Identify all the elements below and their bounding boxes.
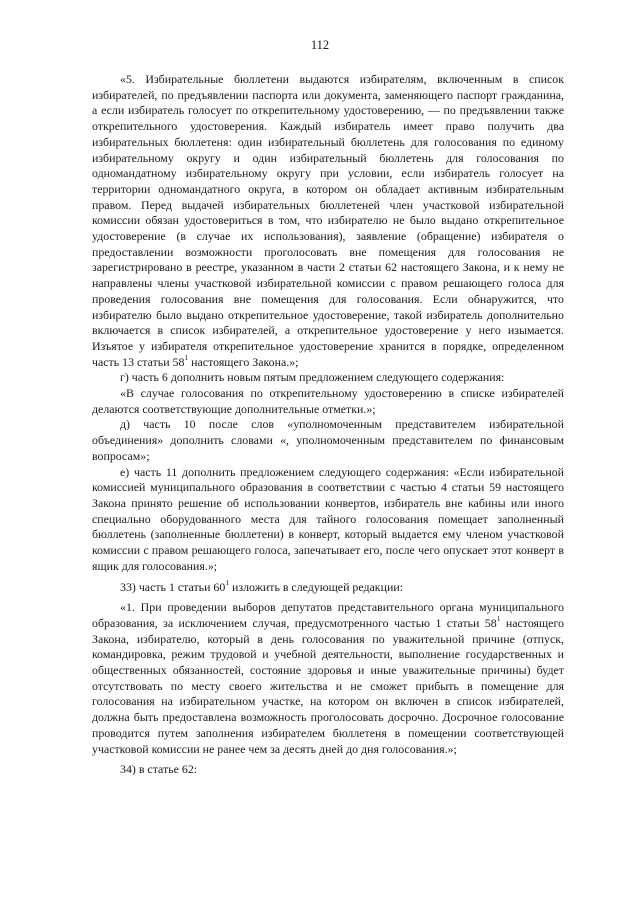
paragraph-text: «1. При проведении выборов депутатов представительного органа муниципального образования, за исключением случая, предусмотренного частью 1 статьи 58 bbox=[92, 600, 564, 630]
paragraph-text: 34) в статье 62: bbox=[120, 762, 198, 777]
document-body bbox=[92, 72, 564, 778]
paragraph-article-5 bbox=[92, 72, 564, 370]
paragraph-item-g-text bbox=[92, 386, 564, 417]
superscript-index: 1 bbox=[225, 577, 230, 587]
paragraph-text: е) часть 11 дополнить предложением следующего содержания: «Если избирательной комиссией муниципального образования в соответствии с частью 4 статьи 59 настоящего Закона принято решение об использовании конвертов, избиратель вне кабины или иного специально оборудованного места для тайного голосования помещает заполненный бюллетень (заполненные бюллетени) в конверт, который выдается ему членом участковой комиссии с правом решающего голоса, запечатывает его, после чего опускает этот конверт в ящик для голосования.»; bbox=[92, 464, 564, 573]
paragraph-item-e bbox=[92, 465, 564, 575]
paragraph-text: г) часть 6 дополнить новым пятым предложением следующего содержания: bbox=[120, 370, 505, 385]
paragraph-text: д) часть 10 после слов «уполномоченным представителем избирательной объединения» дополнить словами «, уполномоченным представителем по финансовым вопросам»; bbox=[92, 417, 564, 463]
paragraph-text: «5. Избирательные бюллетени выдаются избирателям, включенным в список избирателей, по предъявлении паспорта или документа, заменяющего паспорт гражданина, а если избиратель голосует по открепительному удостоверению, — по предъявлении также открепительного удостоверения. Каждый избиратель имеет право получить два избирательных бюллетеня: один избирательный бюллетень для голосования по единому избирательному округу и один избирательный бюллетень для голосования по одномандатному избирательному округу при условии, если избиратель голосует на территории одномандатного округа, в котором он обладает активным избирательным правом. Перед выдачей избирательных бюллетеней член участковой избирательной комиссии обязан удостовериться в том, что избирателю не было выдано открепительное удостоверение (в случае их использования), заявление (обращение) избирателя о предоставлении возможности проголосовать вне помещения для голосования не зарегистрировано в реестре, указанном в части 2 статьи 62 настоящего Закона, и к нему не направлены члены участковой избирательной комиссии с правом решающего голоса для проведения голосования вне помещения для голосования. Если обнаружится, что избирателю было выдано открепительное удостоверение, такой избиратель дополнительно включается в список избирателей, а открепительное удостоверение у него изымается. Изъятое у избирателя открепительное удостоверение хранится в порядке, определенном часть 13 статьи 58 bbox=[92, 72, 564, 369]
paragraph-text: изложить в следующей редакции: bbox=[229, 579, 403, 594]
paragraph-item-d bbox=[92, 417, 564, 464]
paragraph-item-34 bbox=[92, 762, 564, 778]
paragraph-text: настоящего Закона, избирателю, который в день голосования по уважительной причине (отпуск, командировка, режим трудовой и учебной деятельности, выполнение государственных и общественных обязанностей, состояние здоровья и иные уважительные причины) будет отсутствовать по месту своего жительства и не сможет прибыть в помещение для голосования на избирательном участке, на котором он включен в список избирателей, должна быть предоставлена возможность проголосовать досрочно. Досрочное голосование проводится путем заполнения избирателем бюллетеня в помещении соответствующей участковой комиссии не ранее чем за десять дней до дня голосования.»; bbox=[92, 615, 564, 756]
paragraph-text: «В случае голосования по открепительному удостоверению в списке избирателей делаются соответствующие дополнительные отметки.»; bbox=[92, 386, 564, 416]
paragraph-article-60-1-part-1 bbox=[92, 600, 564, 757]
paragraph-text: настоящего Закона.»; bbox=[188, 354, 299, 369]
superscript-index: 1 bbox=[184, 352, 189, 362]
superscript-index: 1 bbox=[496, 613, 501, 623]
paragraph-text: 33) часть 1 статьи 60 bbox=[120, 579, 226, 594]
paragraph-item-g bbox=[92, 370, 564, 386]
paragraph-item-33 bbox=[92, 577, 564, 596]
page-number: 112 bbox=[310, 38, 330, 52]
